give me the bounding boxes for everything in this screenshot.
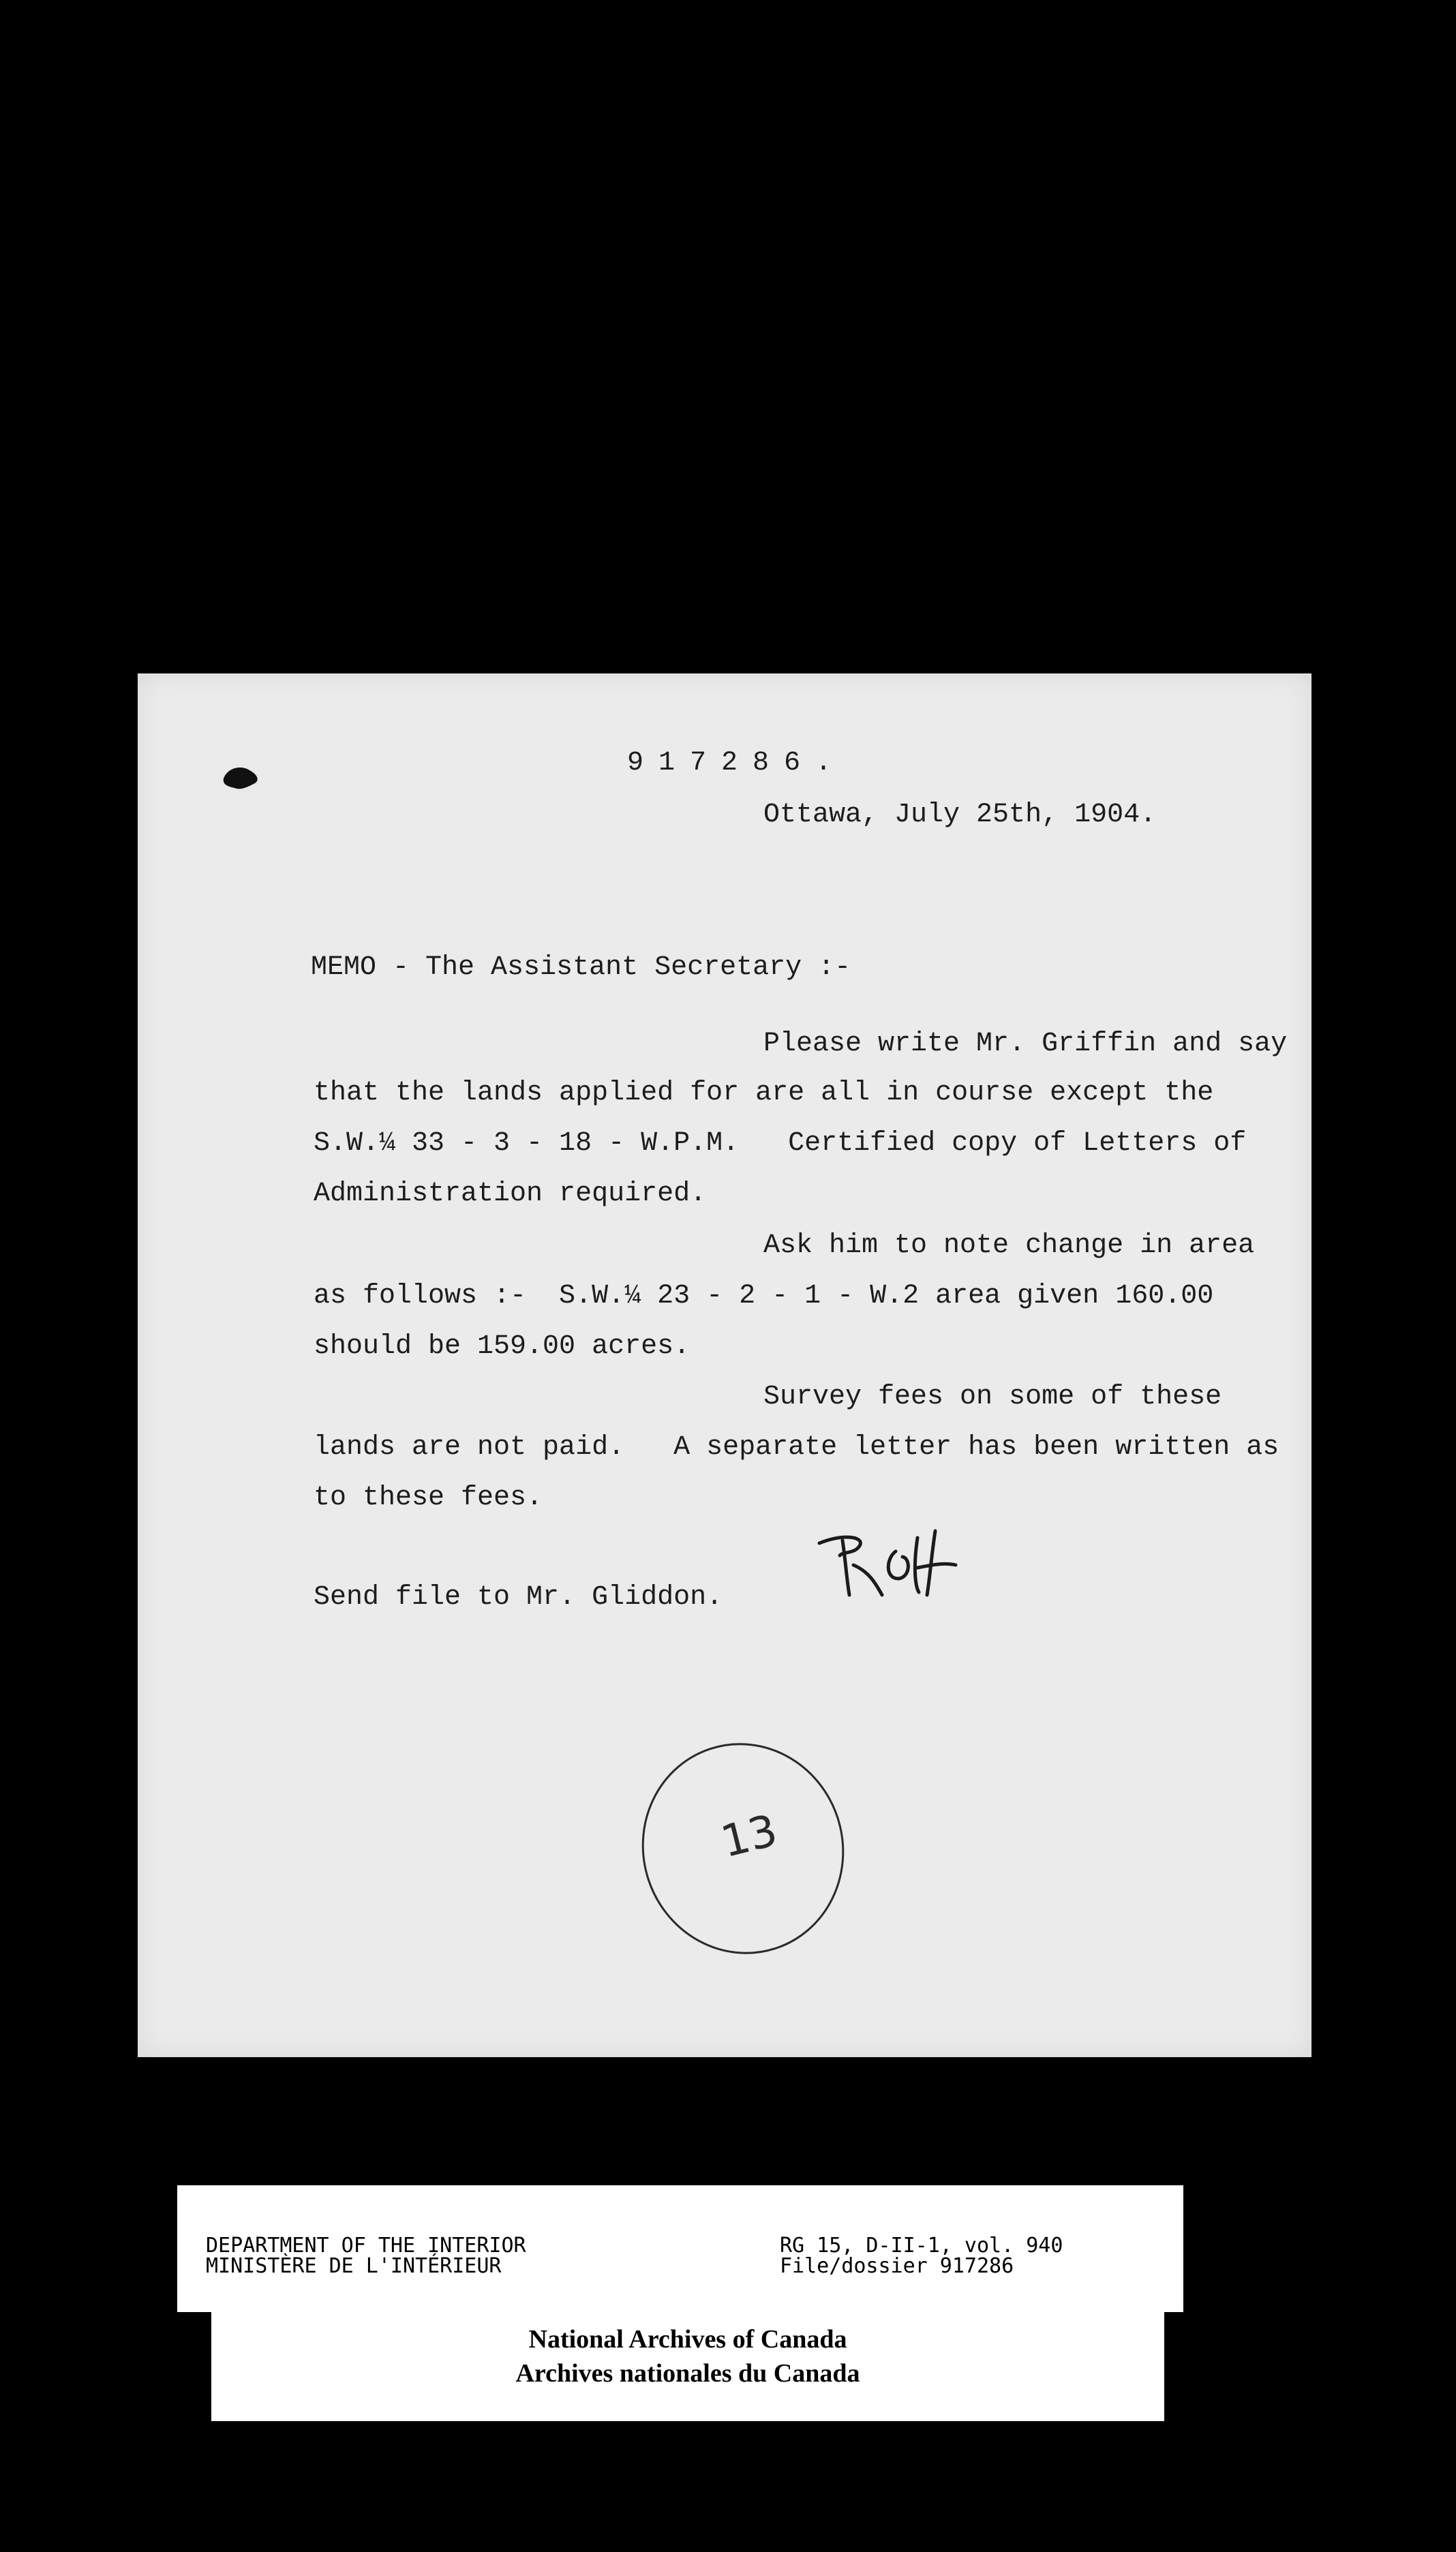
place-date: Ottawa, July 25th, 1904.: [763, 800, 1157, 830]
memo-line: Survey fees on some of these: [763, 1382, 1222, 1412]
file-reference: File/dossier 917286: [780, 2254, 1014, 2278]
archives-name-french: Archives nationales du Canada: [515, 2359, 860, 2388]
memo-line: Administration required.: [314, 1179, 707, 1209]
ink-blot-mark: [221, 763, 262, 793]
memo-line: S.W.¼ 33 - 3 - 18 - W.P.M. Certified copy of Letters of: [314, 1128, 1247, 1159]
memo-line: that the lands applied for are all in course except the: [314, 1078, 1214, 1108]
memo-line: Please write Mr. Griffin and say: [763, 1029, 1288, 1059]
archive-reference-label: [177, 2185, 1183, 2312]
memo-line: lands are not paid. A separate letter has been written as: [314, 1432, 1279, 1463]
archives-name-english: National Archives of Canada: [528, 2325, 847, 2354]
circled-number: 13: [716, 1805, 783, 1868]
memo-line: should be 159.00 acres.: [314, 1331, 691, 1362]
archives-name-label: [211, 2301, 1164, 2421]
memo-line: Ask him to note change in area: [763, 1230, 1255, 1261]
handwritten-signature: [815, 1524, 965, 1606]
file-number: 917286.: [627, 748, 847, 778]
memo-line: to these fees.: [314, 1483, 543, 1513]
memo-closing: Send file to Mr. Gliddon.: [314, 1582, 723, 1613]
memo-addressee: MEMO - The Assistant Secretary :-: [311, 952, 851, 983]
department-english: DEPARTMENT OF THE INTERIOR: [206, 2234, 526, 2258]
record-group-reference: RG 15, D-II-1, vol. 940: [780, 2234, 1063, 2258]
department-french: MINISTÈRE DE L'INTÉRIEUR: [206, 2254, 502, 2278]
memo-line: as follows :- S.W.¼ 23 - 2 - 1 - W.2 area given 160.00: [314, 1281, 1214, 1311]
circled-number-mark: [634, 1740, 852, 1958]
